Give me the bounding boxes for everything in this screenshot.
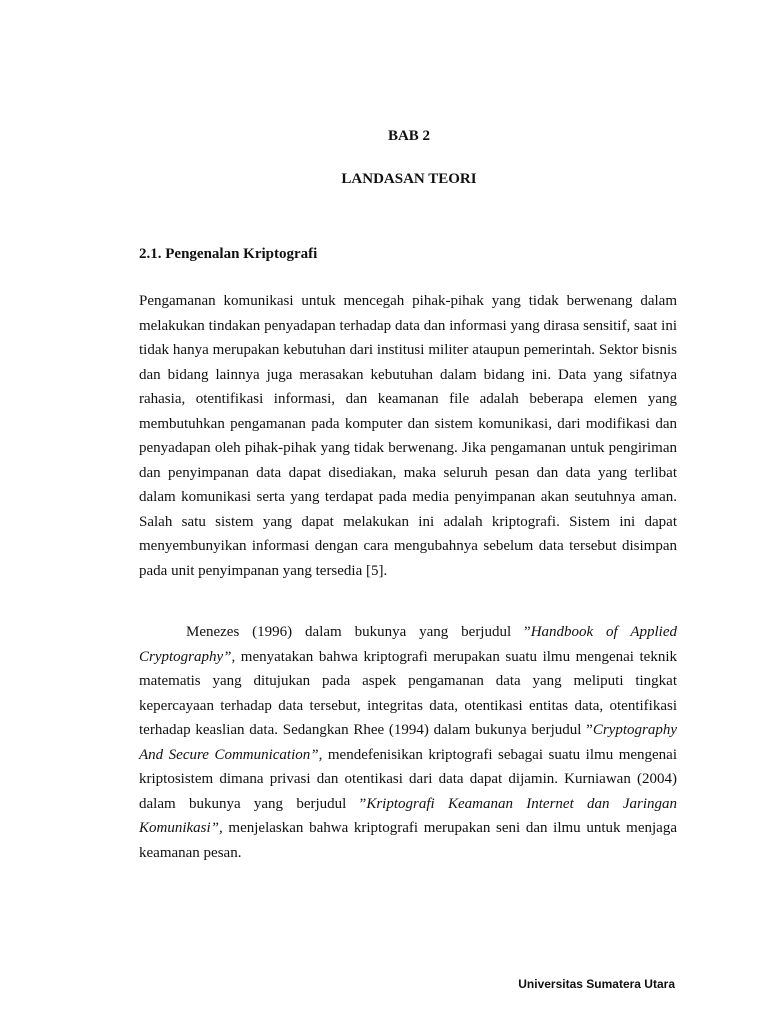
paragraph-intro: Pengamanan komunikasi untuk mencegah pihak-pihak yang tidak berwenang dalam melakukan tindakan penyadapan terhadap data dan informasi yang dirasa sensitif, saat ini tidak hanya merupakan kebutuhan dari institusi militer ataupun pemerintah. Sektor bisnis dan bidang lainnya juga merasakan kebutuhan dalam bidang ini. Data yang sifatnya rahasia, otentifikasi informasi, dan keamanan file adalah beberapa elemen yang membutuhkan pengamanan pada komputer dan sistem komunikasi, dari modifikasi dan penyadapan oleh pihak-pihak yang tidak berwenang. Jika pengamanan untuk pengiriman dan penyimpanan data dapat disediakan, maka seluruh pesan dan data yang terlibat dalam komunikasi serta yang terdapat pada media penyimpanan akan seutuhnya aman. Salah satu sistem yang dapat melakukan ini adalah kriptografi. Sistem ini dapat menyembunyikan informasi dengan cara mengubahnya sebelum data tersebut disimpan pada unit penyimpanan yang tersedia [5]. — [139, 293, 677, 579]
paragraph-text-segment: menyatakan bahwa kriptografi merupakan suatu ilmu mengenai teknik matematis yang ditujukan pada aspek pengamanan data yang meliputi tingkat kepercayaan terhadap data tersebut, integritas data, otentikasi entitas data, otentifikasi terhadap keaslian data. Sedangkan Rhee (1994) dalam bukunya berjudul ” — [139, 648, 677, 738]
chapter-number: BAB 2 — [387, 128, 431, 144]
book-title-kriptografi: Kriptografi Keamanan Internet dan Jaringan Komunikasi”, — [139, 795, 677, 836]
paragraph-text-segment: menjelaskan bahwa kriptografi merupakan seni dan ilmu untuk menjaga keamanan pesan. — [139, 820, 677, 861]
paragraph-text-segment: mendefenisikan kriptografi sebagai suatu ilmu mengenai kriptosistem dimana privasi dan otentikasi dari data dapat dijamin. Kurniawan (2004) dalam bukunya yang berjudul ” — [139, 746, 678, 812]
book-title-cryptography: Cryptography And Secure Communication”, — [139, 722, 677, 763]
section-heading: 2.1. Pengenalan Kriptografi — [139, 246, 318, 262]
paragraph-text-segment: Menezes (1996) dalam bukunya yang berjudul ” — [186, 624, 531, 640]
footer-institution: Universitas Sumatera Utara — [518, 977, 675, 991]
book-title-handbook: Handbook of Applied Cryptography”, — [139, 624, 677, 665]
paragraph-definitions — [139, 620, 677, 865]
chapter-title: LANDASAN TEORI — [341, 171, 477, 187]
